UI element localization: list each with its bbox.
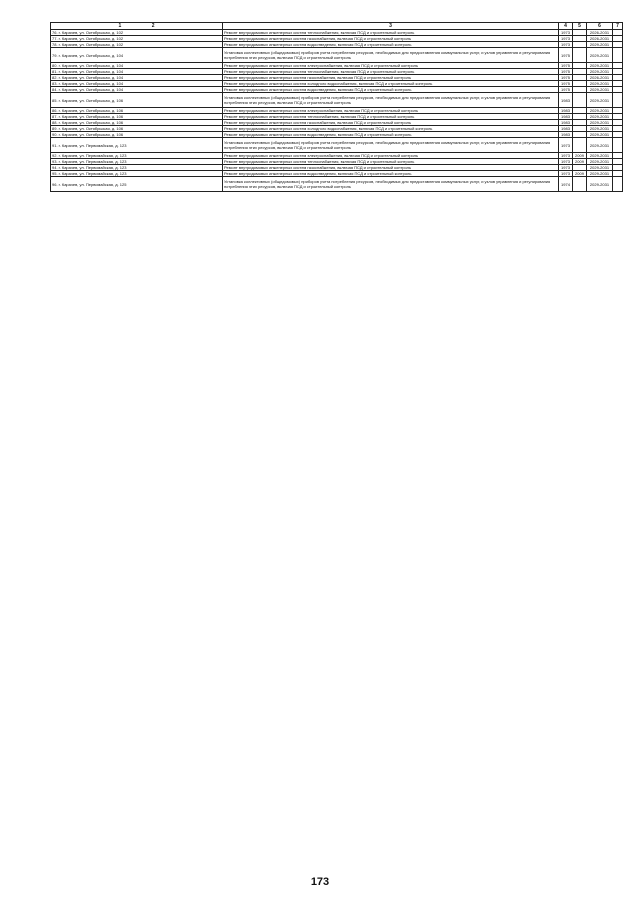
year-cell: 1983 xyxy=(559,93,573,108)
col-header-period: 6 xyxy=(587,23,613,30)
period-cell: 2029-2031 xyxy=(587,153,613,159)
work-cell: Ремонт внутридомовых инженерных систем теплоснабжения, включая ПСД и строительный контроль xyxy=(223,159,559,165)
col-header-work: 3 xyxy=(223,23,559,30)
repair-year-cell xyxy=(573,93,587,108)
document-sheet xyxy=(50,22,622,192)
year-cell: 1973 xyxy=(559,153,573,159)
period-cell: 2029-2031 xyxy=(587,69,613,75)
table-row xyxy=(51,138,623,153)
col-header-repair-year: 5 xyxy=(573,23,587,30)
year-cell: 1973 xyxy=(559,159,573,165)
year-cell: 1975 xyxy=(559,48,573,63)
work-cell: Установка коллективных (общедомовых) приборов учета потребления ресурсов, необходимых для предоставления коммунальных услуг, и узлов управления и регулирования потребления этих ресурсов, включая ПСД и строительный контроль xyxy=(223,138,559,153)
table-body xyxy=(51,30,623,192)
address-cell: 78. г. Карачев, ул. Октябрьская, д. 102 xyxy=(51,42,223,48)
address-cell: 87. г. Карачев, ул. Октябрьская, д. 106 xyxy=(51,114,223,120)
work-cell: Установка коллективных (общедомовых) приборов учета потребления ресурсов, необходимых для предоставления коммунальных услуг, и узлов управления и регулирования потребления этих ресурсов, включая ПСД и строительный контроль xyxy=(223,48,559,63)
address-cell: 91. г. Карачев, ул. Первомайская, д. 123 xyxy=(51,138,223,153)
address-cell: 76. г. Карачев, ул. Октябрьская, д. 102 xyxy=(51,30,223,36)
address-cell: 80. г. Карачев, ул. Октябрьская, д. 104 xyxy=(51,63,223,69)
table-row xyxy=(51,48,623,63)
address-cell: 95. г. Карачев, ул. Первомайская, д. 123 xyxy=(51,171,223,177)
work-cell: Ремонт внутридомовых инженерных систем газоснабжения, включая ПСД и строительный контроль xyxy=(223,165,559,171)
work-cell: Установка коллективных (общедомовых) приборов учета потребления ресурсов, необходимых для предоставления коммунальных услуг, и узлов управления и регулирования потребления этих ресурсов, включая ПСД и строительный контроль xyxy=(223,93,559,108)
work-cell: Ремонт внутридомовых инженерных систем холодного водоснабжения, включая ПСД и строительный контроль xyxy=(223,81,559,87)
year-cell: 1975 xyxy=(559,87,573,93)
capital-repair-table xyxy=(50,22,623,192)
address-cell: 81. г. Карачев, ул. Октябрьская, д. 104 xyxy=(51,69,223,75)
address-cell: 85. г. Карачев, ул. Октябрьская, д. 106 xyxy=(51,93,223,108)
address-cell: 90. г. Карачев, ул. Октябрьская, д. 106 xyxy=(51,132,223,138)
year-cell: 1973 xyxy=(559,138,573,153)
repair-year-cell xyxy=(573,177,587,192)
work-cell: Ремонт внутридомовых инженерных систем теплоснабжения, включая ПСД и строительный контроль xyxy=(223,69,559,75)
work-cell: Ремонт внутридомовых инженерных систем газоснабжения, включая ПСД и строительный контроль xyxy=(223,75,559,81)
work-cell: Ремонт внутридомовых инженерных систем теплоснабжения, включая ПСД и строительный контроль xyxy=(223,114,559,120)
period-cell: 2029-2031 xyxy=(587,108,613,114)
address-cell: 92. г. Карачев, ул. Первомайская, д. 123 xyxy=(51,153,223,159)
period-cell: 2029-2031 xyxy=(587,87,613,93)
period-cell: 2029-2031 xyxy=(587,42,613,48)
address-cell: 88. г. Карачев, ул. Октябрьская, д. 106 xyxy=(51,120,223,126)
work-cell: Ремонт внутридомовых инженерных систем водоотведения, включая ПСД и строительный контроль xyxy=(223,42,559,48)
address-cell: 79. г. Карачев, ул. Октябрьская, д. 104 xyxy=(51,48,223,63)
address-cell: 89. г. Карачев, ул. Октябрьская, д. 106 xyxy=(51,126,223,132)
period-cell: 2029-2031 xyxy=(587,177,613,192)
address-cell: 84. г. Карачев, ул. Октябрьская, д. 104 xyxy=(51,87,223,93)
year-cell: 1973 xyxy=(559,165,573,171)
work-cell: Ремонт внутридомовых инженерных систем газоснабжения, включая ПСД и строительный контроль xyxy=(223,120,559,126)
extra-cell xyxy=(613,138,623,153)
period-cell: 2029-2031 xyxy=(587,114,613,120)
period-cell: 2029-2031 xyxy=(587,63,613,69)
address-cell: 96. г. Карачев, ул. Первомайская, д. 125 xyxy=(51,177,223,192)
work-cell: Ремонт внутридомовых инженерных систем электроснабжения, включая ПСД и строительный контроль xyxy=(223,153,559,159)
work-cell: Ремонт внутридомовых инженерных систем холодного водоснабжения, включая ПСД и строительный контроль xyxy=(223,126,559,132)
col-header-extra: 7 xyxy=(613,23,623,30)
period-cell: 2029-2031 xyxy=(587,165,613,171)
address-cell: 86. г. Карачев, ул. Октябрьская, д. 106 xyxy=(51,108,223,114)
year-cell: 1983 xyxy=(559,108,573,114)
address-cell: 93. г. Карачев, ул. Первомайская, д. 123 xyxy=(51,159,223,165)
repair-year-cell: 2009 xyxy=(573,171,587,177)
col-header-address: 1 2 xyxy=(51,23,223,30)
period-cell: 2029-2031 xyxy=(587,93,613,108)
period-cell: 2029-2031 xyxy=(587,48,613,63)
address-cell: 77. г. Карачев, ул. Октябрьская, д. 102 xyxy=(51,36,223,42)
extra-cell xyxy=(613,48,623,63)
work-cell: Ремонт внутридомовых инженерных систем водоотведения, включая ПСД и строительный контроль xyxy=(223,87,559,93)
repair-year-cell: 2009 xyxy=(573,153,587,159)
page-number: 173 xyxy=(310,876,330,888)
work-cell: Ремонт внутридомовых инженерных систем водоотведения, включая ПСД и строительный контроль xyxy=(223,171,559,177)
table-row xyxy=(51,93,623,108)
period-cell: 2029-2031 xyxy=(587,171,613,177)
period-cell: 2029-2031 xyxy=(587,138,613,153)
year-cell: 1983 xyxy=(559,120,573,126)
year-cell: 1983 xyxy=(559,132,573,138)
col-header-year: 4 xyxy=(559,23,573,30)
table-row xyxy=(51,177,623,192)
period-cell: 2029-2031 xyxy=(587,81,613,87)
year-cell: 1975 xyxy=(559,75,573,81)
address-cell: 94. г. Карачев, ул. Первомайская, д. 123 xyxy=(51,165,223,171)
period-cell: 2026-2031 xyxy=(587,75,613,81)
repair-year-cell xyxy=(573,48,587,63)
year-cell: 1973 xyxy=(559,171,573,177)
period-cell: 2026-2031 xyxy=(587,30,613,36)
address-cell: 82. г. Карачев, ул. Октябрьская, д. 104 xyxy=(51,75,223,81)
period-cell: 2026-2031 xyxy=(587,36,613,42)
work-cell: Установка коллективных (общедомовых) приборов учета потребления ресурсов, необходимых для предоставления коммунальных услуг, и узлов управления и регулирования потребления этих ресурсов, включая ПСД и строительный контроль xyxy=(223,177,559,192)
repair-year-cell: 2009 xyxy=(573,159,587,165)
year-cell: 1983 xyxy=(559,114,573,120)
period-cell: 2029-2031 xyxy=(587,126,613,132)
header-row xyxy=(51,23,623,30)
extra-cell xyxy=(613,177,623,192)
work-cell: Ремонт внутридомовых инженерных систем водоотведения, включая ПСД и строительный контроль xyxy=(223,132,559,138)
work-cell: Ремонт внутридомовых инженерных систем электроснабжения, включая ПСД и строительный контроль xyxy=(223,63,559,69)
year-cell: 1975 xyxy=(559,69,573,75)
repair-year-cell xyxy=(573,138,587,153)
year-cell: 1983 xyxy=(559,126,573,132)
period-cell: 2029-2031 xyxy=(587,132,613,138)
year-cell: 1975 xyxy=(559,63,573,69)
year-cell: 1975 xyxy=(559,81,573,87)
period-cell: 2029-2031 xyxy=(587,159,613,165)
work-cell: Ремонт внутридомовых инженерных систем газоснабжения, включая ПСД и строительный контроль xyxy=(223,36,559,42)
year-cell: 1973 xyxy=(559,36,573,42)
period-cell: 2029-2031 xyxy=(587,120,613,126)
work-cell: Ремонт внутридомовых инженерных систем электроснабжения, включая ПСД и строительный контроль xyxy=(223,108,559,114)
year-cell: 1973 xyxy=(559,30,573,36)
year-cell: 1974 xyxy=(559,177,573,192)
work-cell: Ремонт внутридомовых инженерных систем теплоснабжения, включая ПСД и строительный контроль xyxy=(223,30,559,36)
extra-cell xyxy=(613,93,623,108)
year-cell: 1973 xyxy=(559,42,573,48)
address-cell: 83. г. Карачев, ул. Октябрьская, д. 104 xyxy=(51,81,223,87)
